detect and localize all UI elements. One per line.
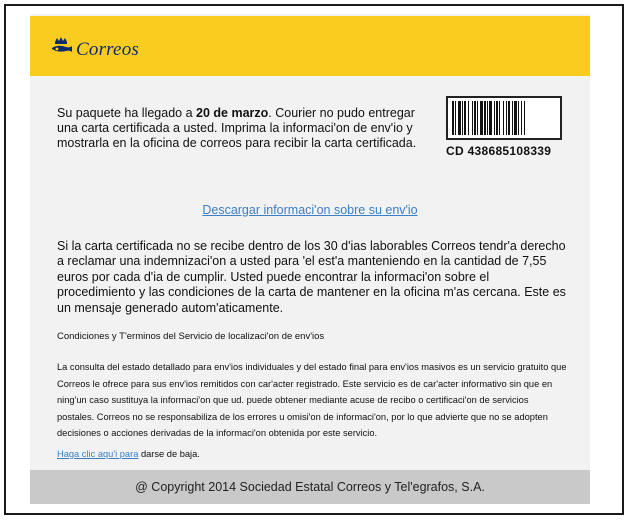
barcode-bar [506,101,507,135]
barcode-bar [518,101,519,135]
logo-text: Correos [76,39,139,60]
barcode-bar [503,101,504,135]
barcode-bar [455,101,456,135]
intro-text-after: . Courier no pudo entregar una carta certificada a usted. Imprima la informaci'on de env'io y mostrarla en la oficina de correos para recibir la carta certificada. [57,106,417,150]
barcode-bar [468,101,469,135]
barcode-bar [452,101,454,135]
correos-logo [50,36,139,61]
barcode-bar [477,101,478,135]
footer-bar [30,470,590,504]
unsubscribe-line [57,449,200,459]
barcode-bar [496,101,498,135]
terms-title: Condiciones y T'erminos del Servicio de localizaci'on de env'ios [57,331,325,342]
barcode-bar [499,101,500,135]
intro-text [57,106,417,151]
barcode-image [446,96,562,140]
unsubscribe-text: darse de baja. [138,449,200,459]
email-frame [4,4,624,515]
terms-body: La consulta del estado detallado para env'ios individuales y del estado final para env'ios masivos es un servicio gratuito que Correos le ofrece para sus env'ios remitidos con car'acter registrado. Este servicio es de car'acter informativo sin que en ning'un caso sustituya la informaci'on que ud. puede obtener mediante acuse de recibo o certificaci'on de servicios postales. Correos no se responsabiliza de los errores u omisi'on de informaci'on, por lo que advierte que no se adopten decisiones o acciones derivadas de la informaci'on obtenida por este servicio. [57,362,567,439]
barcode-bar [464,101,466,135]
barcode-bar [487,101,488,135]
barcode-bar [514,101,517,135]
barcode-bar [480,101,483,135]
barcode-bar [524,101,525,135]
barcode-block [446,96,570,158]
barcode-bar [521,101,522,135]
barcode-bar [484,101,486,135]
crown-horn-icon [50,36,74,61]
barcode-bar [458,101,461,135]
barcode-bar [489,101,492,135]
download-info-link[interactable]: Descargar informaci'on sobre su env'io [202,203,418,217]
barcode-bar [494,101,495,135]
email-card [30,14,590,504]
unsubscribe-link[interactable]: Haga clic aqu'i para [57,449,139,459]
barcode-bar [474,101,476,135]
tracking-number: CD 438685108339 [446,144,552,158]
intro-text-before: Su paquete ha llegado a [57,106,197,120]
header-banner [30,16,590,76]
barcode-bar [508,101,510,135]
copyright-text: @ Copyright 2014 Sociedad Estatal Correos y Tel'egrafos, S.A. [135,480,485,494]
body-paragraph: Si la carta certificada no se recibe dentro de los 30 d'ias laborables Correos tendr'a derecho a reclamar una indemnizaci'on a usted para 'el est'a manteniendo en la cantidad de 7,55 euros por cada d'ia de cumplir. Usted puede encontrar la informaci'on sobre el procedimiento y las condiciones de la carta de mantener en la oficina m'as cercana. Este es un mensaje generado autom'aticamente. [57,239,566,315]
arrival-date: 20 de marzo [196,106,269,120]
barcode-bar [462,101,463,135]
barcode-bar [472,101,473,135]
barcode-bar [512,101,513,135]
